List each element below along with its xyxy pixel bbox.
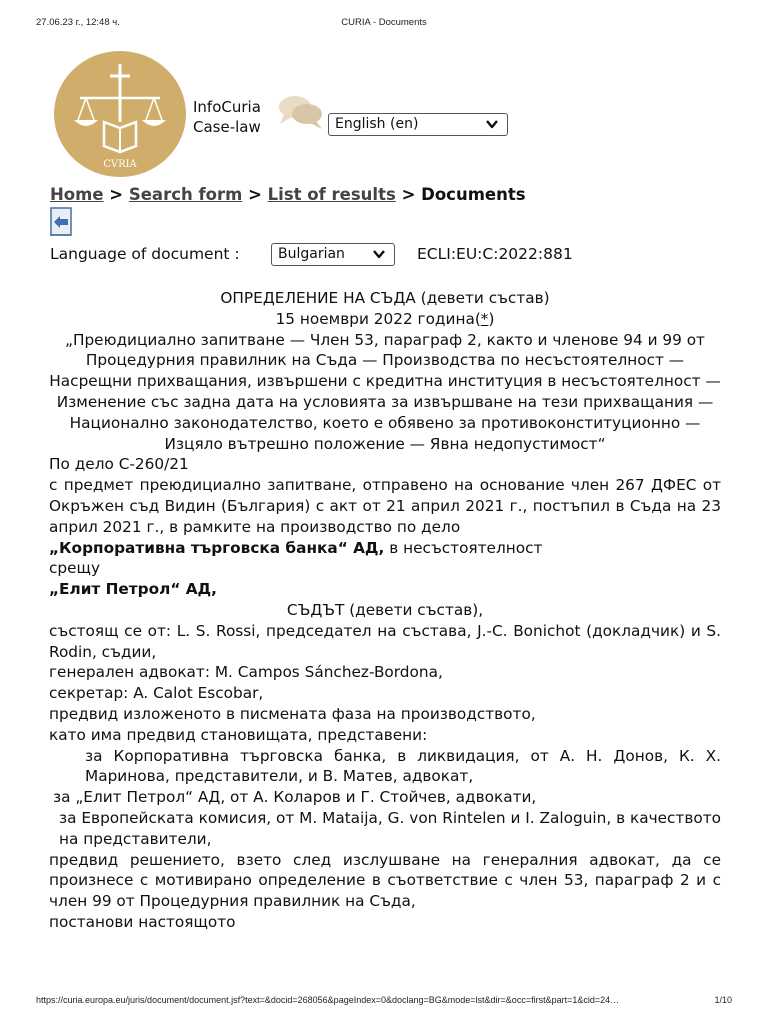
court-heading: СЪДЪТ (девети състав),	[286, 600, 484, 619]
orders-text: постанови настоящото	[49, 912, 236, 931]
decision-text: предвид решението, взето след изслушване на генералния адвокат, да се произнесе с мотивирано определение в съответствие с член 53, параграф 2 и с член 99 от Процедурния правилник на Съда,	[49, 850, 721, 911]
party-applicant-suffix: в несъстоятелност	[384, 538, 543, 557]
back-arrow-icon[interactable]	[49, 207, 73, 237]
print-footer	[36, 995, 732, 1009]
court-composition: състоящ се от: L. S. Rossi, председател на състава, J.-C. Bonichot (докладчик) и S. Rodin, съдии,	[49, 621, 721, 661]
observations-intro: като има предвид становищата, представени:	[49, 725, 428, 744]
party-defendant-name: „Елит Петрол“ АД,	[49, 580, 217, 599]
document-language-label: Language of document :	[50, 245, 240, 263]
document-heading: ОПРЕДЕЛЕНИЕ НА СЪДА (девети състав)	[220, 289, 550, 307]
case-subject: с предмет преюдициално запитване, отправено на основание член 267 ДФЕС от Окръжен съд Видин (България) с акт от 21 април 2021 г., постъпил в Съда на 23 април 2021 г., в рамките на производство по дело	[49, 476, 721, 536]
breadcrumb-separator: >	[109, 185, 129, 204]
breadcrumb-separator: >	[248, 185, 268, 204]
breadcrumb-current: Documents	[421, 185, 526, 204]
document-body	[49, 288, 721, 933]
brand-line-caselaw: Case-law	[193, 118, 261, 136]
case-number: По дело C-260/21	[49, 455, 189, 474]
observation-item: за Европейската комисия, от M. Mataija, G. von Rintelen и I. Zaloguin, в качеството на представители,	[59, 808, 721, 848]
document-date-close: )	[488, 309, 495, 328]
party-applicant-name: „Корпоративна търговска банка“ АД,	[49, 538, 385, 557]
document-language-value: Bulgarian	[278, 246, 345, 262]
speech-bubbles-icon	[276, 92, 326, 134]
party-applicant	[49, 538, 721, 559]
print-page-number: 1/10	[714, 995, 732, 1005]
observation-item: за „Елит Петрол“ АД, от А. Коларов и Г. Стойчев, адвокати,	[53, 788, 537, 807]
print-timestamp: 27.06.23 г., 12:48 ч.	[36, 17, 120, 28]
written-phase: предвид изложеното в писмената фаза на производството,	[49, 704, 536, 723]
breadcrumb-list-of-results-link[interactable]: List of results	[267, 185, 396, 204]
observation-item: за Корпоративна търговска банка, в ликвидация, от А. Н. Донов, К. Х. Маринова, представители, и В. Матев, адвокат,	[85, 746, 721, 786]
print-url: https://curia.europa.eu/juris/document/document.jsf?text=&docid=268056&pageIndex=0&doclang=BG&mode=lst&dir=&occ=first&part=1&cid=24…	[36, 995, 620, 1005]
footnote-link[interactable]: *	[480, 309, 489, 328]
brand-title	[193, 97, 261, 137]
curia-logo[interactable]	[52, 50, 188, 178]
document-language-select[interactable]	[271, 243, 395, 266]
logo-text: CVRIA	[103, 159, 137, 170]
ecli-identifier: ECLI:EU:C:2022:881	[417, 245, 573, 263]
breadcrumb-separator: >	[401, 185, 422, 204]
breadcrumb	[50, 185, 526, 204]
registrar: секретар: A. Calot Escobar,	[49, 684, 264, 703]
site-language-value: English (en)	[335, 116, 419, 132]
breadcrumb-search-form-link[interactable]: Search form	[128, 185, 243, 204]
print-page-title: CURIA - Documents	[341, 17, 427, 28]
document-date	[49, 309, 721, 330]
advocate-general: генерален адвокат: M. Campos Sánchez-Bordona,	[49, 663, 443, 682]
chevron-down-icon	[485, 117, 499, 131]
document-date-text: 15 ноември 2022 година(	[275, 309, 481, 328]
site-language-select[interactable]	[328, 113, 508, 136]
breadcrumb-home-link[interactable]: Home	[50, 185, 104, 204]
document-keywords: „Преюдициално запитване — Член 53, параграф 2, както и членове 94 и 99 от Процедурния правилник на Съда — Производства по несъстоятелност — Насрещни прихващания, извършени с кредитна институция в несъстоятелност — Изменение със задна дата на условията за извършване на тези прихващания — Национално законодателство, което е обявено за противоконституционно — Изцяло вътрешно положение — Явна недопустимост“	[49, 330, 721, 453]
chevron-down-icon	[372, 247, 386, 261]
versus: срещу	[49, 559, 100, 578]
print-header	[36, 17, 732, 31]
brand-line-infocuria: InfoCuria	[193, 98, 261, 116]
